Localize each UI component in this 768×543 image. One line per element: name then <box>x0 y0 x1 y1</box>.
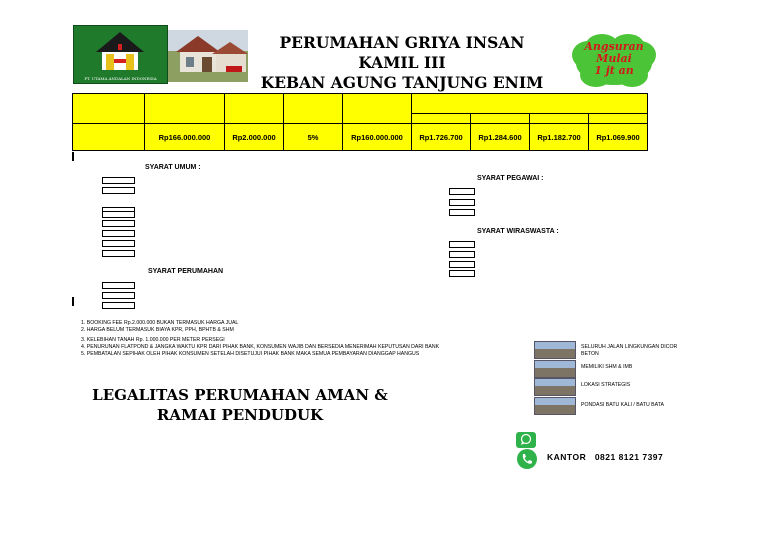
checkbox-box <box>449 188 475 195</box>
kantor-label: KANTOR <box>547 452 587 462</box>
syarat-perumahan-heading: SYARAT PERUMAHAN <box>148 268 224 275</box>
checkbox-box <box>102 282 135 289</box>
note-item: 5. PEMBATALAN SEPIHAK OLEH PIHAK KONSUMEN SETELAH DISETUJUI PIHAK BANK MAKA SEMUA PEMBAYARAN DIANGGAP HANGUS <box>81 351 420 357</box>
checkbox-box <box>449 199 475 206</box>
checkbox-box <box>102 187 135 194</box>
checkbox-box <box>449 241 475 248</box>
table-row <box>73 124 648 151</box>
legal-statement <box>70 385 410 425</box>
phone-icon <box>517 449 537 469</box>
table-cell: Rp1.182.700 <box>530 124 589 151</box>
table-header-cell <box>589 114 648 124</box>
page-title <box>252 33 552 93</box>
contact-info <box>547 452 663 462</box>
checkbox-box <box>102 177 135 184</box>
legal-line-2: RAMAI PENDUDUK <box>156 406 324 424</box>
note-item: 2. HARGA BELUM TERMASUK BIAYA KPR, PPH, BPHTB & SHM <box>81 327 234 333</box>
checkbox-box <box>449 251 475 258</box>
feature-text: PONDASI BATU KALI / BATU BATA <box>581 402 664 408</box>
table-header-cell <box>73 94 145 124</box>
feature-text: SELURUH JALAN LINGKUNGAN DICOR BETON <box>581 344 678 357</box>
margin-marker <box>72 152 74 161</box>
badge-line-3: 1 jt an <box>594 64 634 77</box>
table-cell: Rp1.069.900 <box>589 124 648 151</box>
table-header-cell <box>343 94 412 124</box>
feature-text: MEMILIKI SHM & IMB <box>581 364 633 370</box>
checkbox-box <box>449 270 475 277</box>
price-table <box>72 93 648 151</box>
checkbox-box <box>102 230 135 237</box>
table-cell: 5% <box>284 124 343 151</box>
note-item: 1. BOOKING FEE Rp.2.000.000 BUKAN TERMASUK HARGA JUAL <box>81 320 239 326</box>
whatsapp-icon <box>516 432 536 448</box>
table-cell: Rp1.726.700 <box>412 124 471 151</box>
syarat-umum-heading: SYARAT UMUM : <box>145 164 201 171</box>
feature-photo <box>534 378 576 396</box>
table-header-group <box>412 94 648 114</box>
checkbox-box <box>102 220 135 227</box>
checkbox-box <box>102 240 135 247</box>
checkbox-box <box>102 250 135 257</box>
note-item: 3. KELEBIHAN TANAH Rp. 1.000.000 PER METER PERSEGI <box>81 337 225 343</box>
table-cell: Rp166.000.000 <box>145 124 225 151</box>
table-header-cell <box>145 94 225 124</box>
legal-line-1: LEGALITAS PERUMAHAN AMAN & <box>92 386 388 404</box>
installment-badge <box>566 33 662 90</box>
badge-line-2: Mulai <box>596 52 632 65</box>
logo-caption: PT. UTAMA ANDALAN INDONESIA <box>84 76 157 81</box>
table-header-cell <box>225 94 284 124</box>
checkbox-box <box>102 292 135 299</box>
company-logo <box>73 25 168 84</box>
table-header-cell <box>284 94 343 124</box>
title-line-2: KEBAN AGUNG TANJUNG ENIM <box>260 73 544 92</box>
syarat-wiraswasta-heading: SYARAT WIRASWASTA : <box>477 228 559 235</box>
terms-notes <box>81 320 501 358</box>
table-cell: Rp1.284.600 <box>471 124 530 151</box>
checkbox-box <box>449 261 475 268</box>
table-cell <box>73 124 145 151</box>
phone-number: 0821 8121 7397 <box>594 452 664 462</box>
syarat-pegawai-heading: SYARAT PEGAWAI : <box>477 175 544 182</box>
margin-marker <box>72 297 74 306</box>
table-cell: Rp2.000.000 <box>225 124 284 151</box>
note-item: 4. PENURUNAN FLATPOND & JANGKA WAKTU KPR DARI PIHAK BANK, KONSUMEN WAJIB DAN BERSEDIA MENERIMAH KEPUTUSAN DARI BANK <box>81 344 440 350</box>
badge-line-1: Angsuran <box>584 40 644 53</box>
checkbox-box <box>102 211 135 218</box>
feature-photo <box>534 397 576 415</box>
table-header-row <box>73 94 648 114</box>
house-photo <box>168 30 248 82</box>
table-header-cell <box>471 114 530 124</box>
badge-text <box>566 41 662 77</box>
feature-text: LOKASI STRATEGIS <box>581 382 631 388</box>
table-header-cell <box>530 114 589 124</box>
feature-photo <box>534 341 576 359</box>
feature-photo <box>534 360 576 378</box>
table-cell: Rp160.000.000 <box>343 124 412 151</box>
title-line-1: PERUMAHAN GRIYA INSAN KAMIL III <box>279 33 525 72</box>
checkbox-box <box>449 209 475 216</box>
table-header-cell <box>412 114 471 124</box>
house-logo-icon <box>74 26 167 74</box>
checkbox-box <box>102 302 135 309</box>
